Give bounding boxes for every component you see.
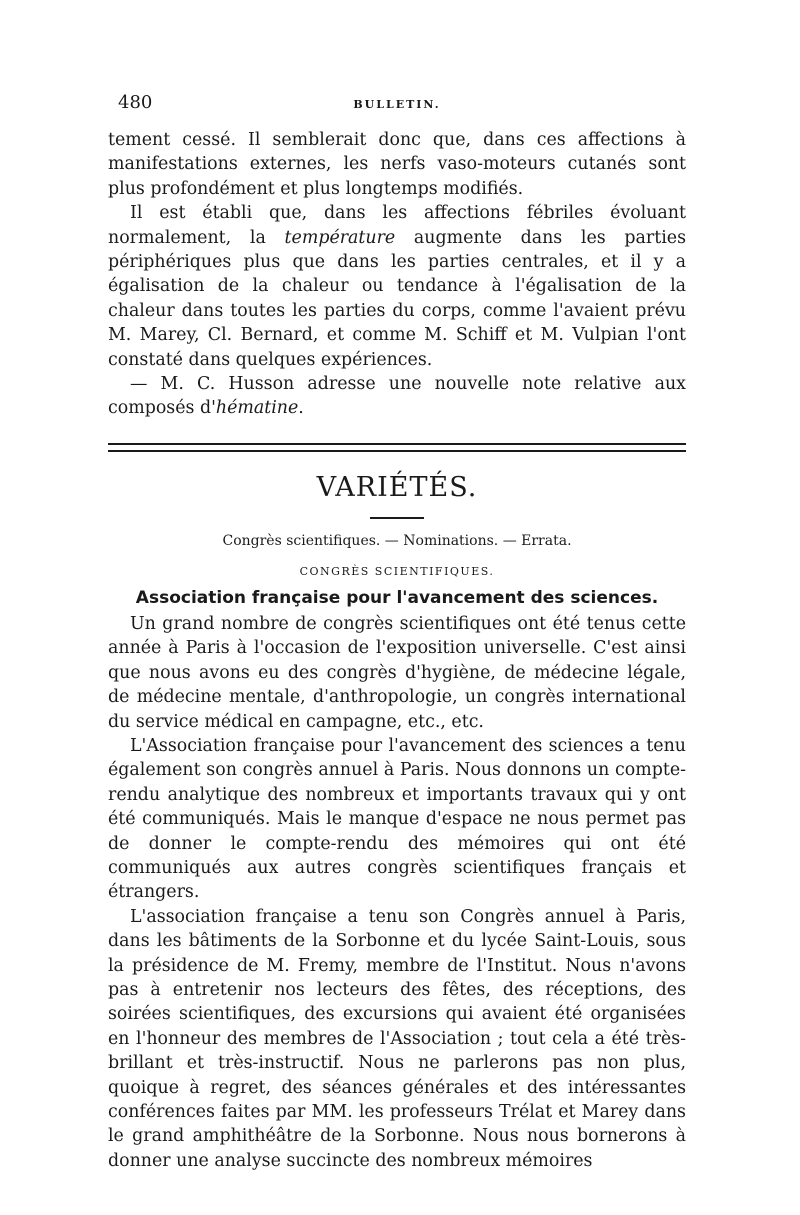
running-head — [108, 92, 686, 128]
body-paragraph-1: Un grand nombre de congrès scientifiques ont été tenus cette année à Paris à l'occasion de l'exposition universelle. C'est ainsi que nous avons eu des congrès d'hygiène, de médecine légale, de médecine mentale, d'anthropologie, un congrès international du service médical en campagne, etc., etc. — [108, 613, 686, 732]
body-paragraph-2: L'Association française pour l'avancement des sciences a tenu également son congrès annuel à Paris. Nous donnons un compte-rendu analytique des nombreux et importants travaux qui y ont été communiqués. Mais le manque d'espace ne nous permet pas de donner le compte-rendu des mémoires qui ont été communiqués aux autres congrès scientifiques français et étrangers. — [108, 735, 686, 903]
intro-paragraph-2 — [108, 201, 686, 372]
intro-p2-emphasis: température — [284, 227, 396, 248]
intro-paragraph-1: tement cessé. Il semblerait donc que, dans ces affections à manifestations externes, les nerfs vaso-moteurs cutanés sont plus profondément et plus longtemps modifiés. — [108, 130, 686, 199]
subsection-label: CONGRÈS SCIENTIFIQUES. — [299, 564, 495, 578]
section-divider — [108, 443, 686, 452]
page — [108, 92, 686, 1173]
subsection-heading: Association française pour l'avancement des sciences. — [135, 587, 659, 608]
running-title: BULLETIN. — [353, 98, 441, 111]
section-subtitle: Congrès scientifiques. — Nominations. — Errata. — [222, 532, 572, 549]
intro-p3-text-before: — M. C. Husson adresse une nouvelle note relative aux composés d' — [108, 374, 686, 419]
section-title: VARIÉTÉS. — [316, 471, 478, 503]
page-number: 480 — [118, 92, 153, 113]
body-paragraph-3: L'association française a tenu son Congrès annuel à Paris, dans les bâtiments de la Sorbonne et du lycée Saint-Louis, sous la présidence de M. Fremy, membre de l'Institut. Nous n'avons pas à entretenir nos lecteurs des fêtes, des réceptions, des soirées scientifiques, des excursions qui avaient été organisées en l'honneur des membres de l'Association ; tout cela a été très-brillant et très-instructif. Nous ne parlerons pas non plus, quoique à regret, des séances générales et des intéressantes conférences faites par MM. les professeurs Trélat et Marey dans le grand amphithéâtre de la Sorbonne. Nous nous bornerons à donner une analyse succincte des nombreux mémoires — [108, 906, 686, 1171]
title-rule — [370, 517, 424, 519]
intro-p2-text-before: Il est établi que, dans les affections fébriles évoluant normalement, la — [108, 203, 686, 248]
intro-p3-text-after: . — [298, 398, 304, 419]
intro-p2-text-after: augmente dans les parties périphériques plus que dans les parties centrales, et il y a égalisation de la chaleur ou tendance à l'égalisation de la chaleur dans toutes les parties du corps, comme l'avaient prévu M. Marey, Cl. Bernard, et comme M. Schiff et M. Vulpian l'ont constaté dans quelques expériences. — [108, 227, 686, 370]
intro-paragraph-3 — [108, 372, 686, 421]
intro-p3-emphasis: hématine — [215, 398, 299, 419]
